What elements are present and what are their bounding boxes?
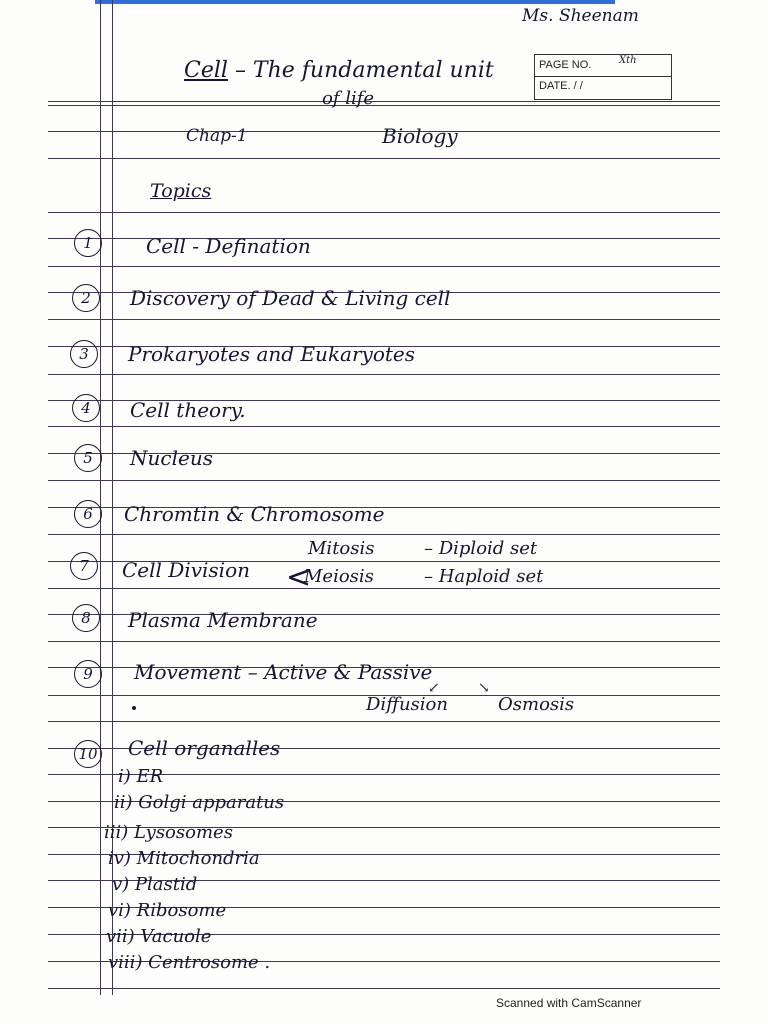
rule-line <box>48 988 720 989</box>
chapter-label: Chap-1 <box>186 126 248 146</box>
rule-line <box>48 426 720 427</box>
rule-line <box>48 721 720 722</box>
mitosis-note: – Diploid set <box>424 538 538 559</box>
meiosis-note: – Haploid set <box>424 566 544 587</box>
branch-bracket: < <box>286 560 312 595</box>
organelle-item: iii) Lysosomes <box>104 822 233 843</box>
topic-number: 10 <box>74 740 102 768</box>
topic-item: Cell organalles <box>128 736 281 760</box>
rule-line <box>48 374 720 375</box>
topic-number: 1 <box>74 229 102 257</box>
page-no-label: PAGE NO. <box>539 59 592 71</box>
page-top-edge <box>95 0 615 4</box>
topic-item: Cell - Defination <box>146 234 311 258</box>
rule-line <box>48 266 720 267</box>
rule-line <box>48 480 720 481</box>
topic-item: Discovery of Dead & Living cell <box>130 286 451 310</box>
ink-dot <box>132 706 136 710</box>
topic-item: Chromtin & Chromosome <box>124 502 385 526</box>
organelle-item: i) ER <box>118 766 164 787</box>
rule-line <box>48 588 720 589</box>
topic-item: Movement – Active & Passive <box>134 660 433 684</box>
topic-number: 5 <box>74 444 102 472</box>
organelle-item: ii) Golgi apparatus <box>114 792 285 813</box>
topic-item: Cell Division <box>122 558 250 582</box>
rule-line <box>48 641 720 642</box>
mitosis-label: Mitosis <box>308 538 375 559</box>
page-date-stamp <box>534 54 672 100</box>
topic-item: Cell theory. <box>130 398 246 422</box>
margin-line-left <box>100 0 101 995</box>
date-label: DATE. / / <box>539 80 583 92</box>
rule-line <box>48 101 720 106</box>
rule-line <box>48 158 720 159</box>
scanner-watermark: Scanned with CamScanner <box>496 996 642 1010</box>
margin-line-right <box>112 0 113 995</box>
organelle-item: v) Plastid <box>112 874 198 895</box>
topic-number: 7 <box>70 552 98 580</box>
title-rest: – The fundamental unit <box>234 58 494 83</box>
arrow-left-icon: ↙ <box>428 680 440 696</box>
osmosis-label: Osmosis <box>498 694 575 715</box>
page-title <box>184 58 494 83</box>
topic-number: 2 <box>72 284 100 312</box>
diffusion-label: Diffusion <box>366 694 448 715</box>
topics-heading: Topics <box>150 180 212 202</box>
teacher-name: Ms. Sheenam <box>522 6 639 26</box>
meiosis-label: Meiosis <box>304 566 374 587</box>
organelle-item: vi) Ribosome <box>108 900 227 921</box>
stamp-divider <box>535 76 671 77</box>
rule-line <box>48 212 720 213</box>
topic-item: Prokaryotes and Eukaryotes <box>128 342 416 366</box>
title-cell: Cell <box>184 58 228 83</box>
topic-number: 6 <box>74 500 102 528</box>
rule-line <box>48 534 720 535</box>
title-line-2: of life <box>322 88 375 109</box>
topic-number: 4 <box>72 394 100 422</box>
topic-item: Nucleus <box>130 446 213 470</box>
topic-number: 8 <box>72 604 100 632</box>
topic-item: Plasma Membrane <box>128 608 318 632</box>
organelle-item: iv) Mitochondria <box>108 848 260 869</box>
topic-number: 9 <box>74 660 102 688</box>
organelle-item: vii) Vacuole <box>106 926 212 947</box>
organelle-item: viii) Centrosome . <box>108 952 271 973</box>
class-note: Xth <box>619 55 637 66</box>
rule-line <box>48 319 720 320</box>
subject-label: Biology <box>382 124 458 148</box>
topic-number: 3 <box>70 340 98 368</box>
arrow-right-icon: ↘ <box>478 680 490 696</box>
